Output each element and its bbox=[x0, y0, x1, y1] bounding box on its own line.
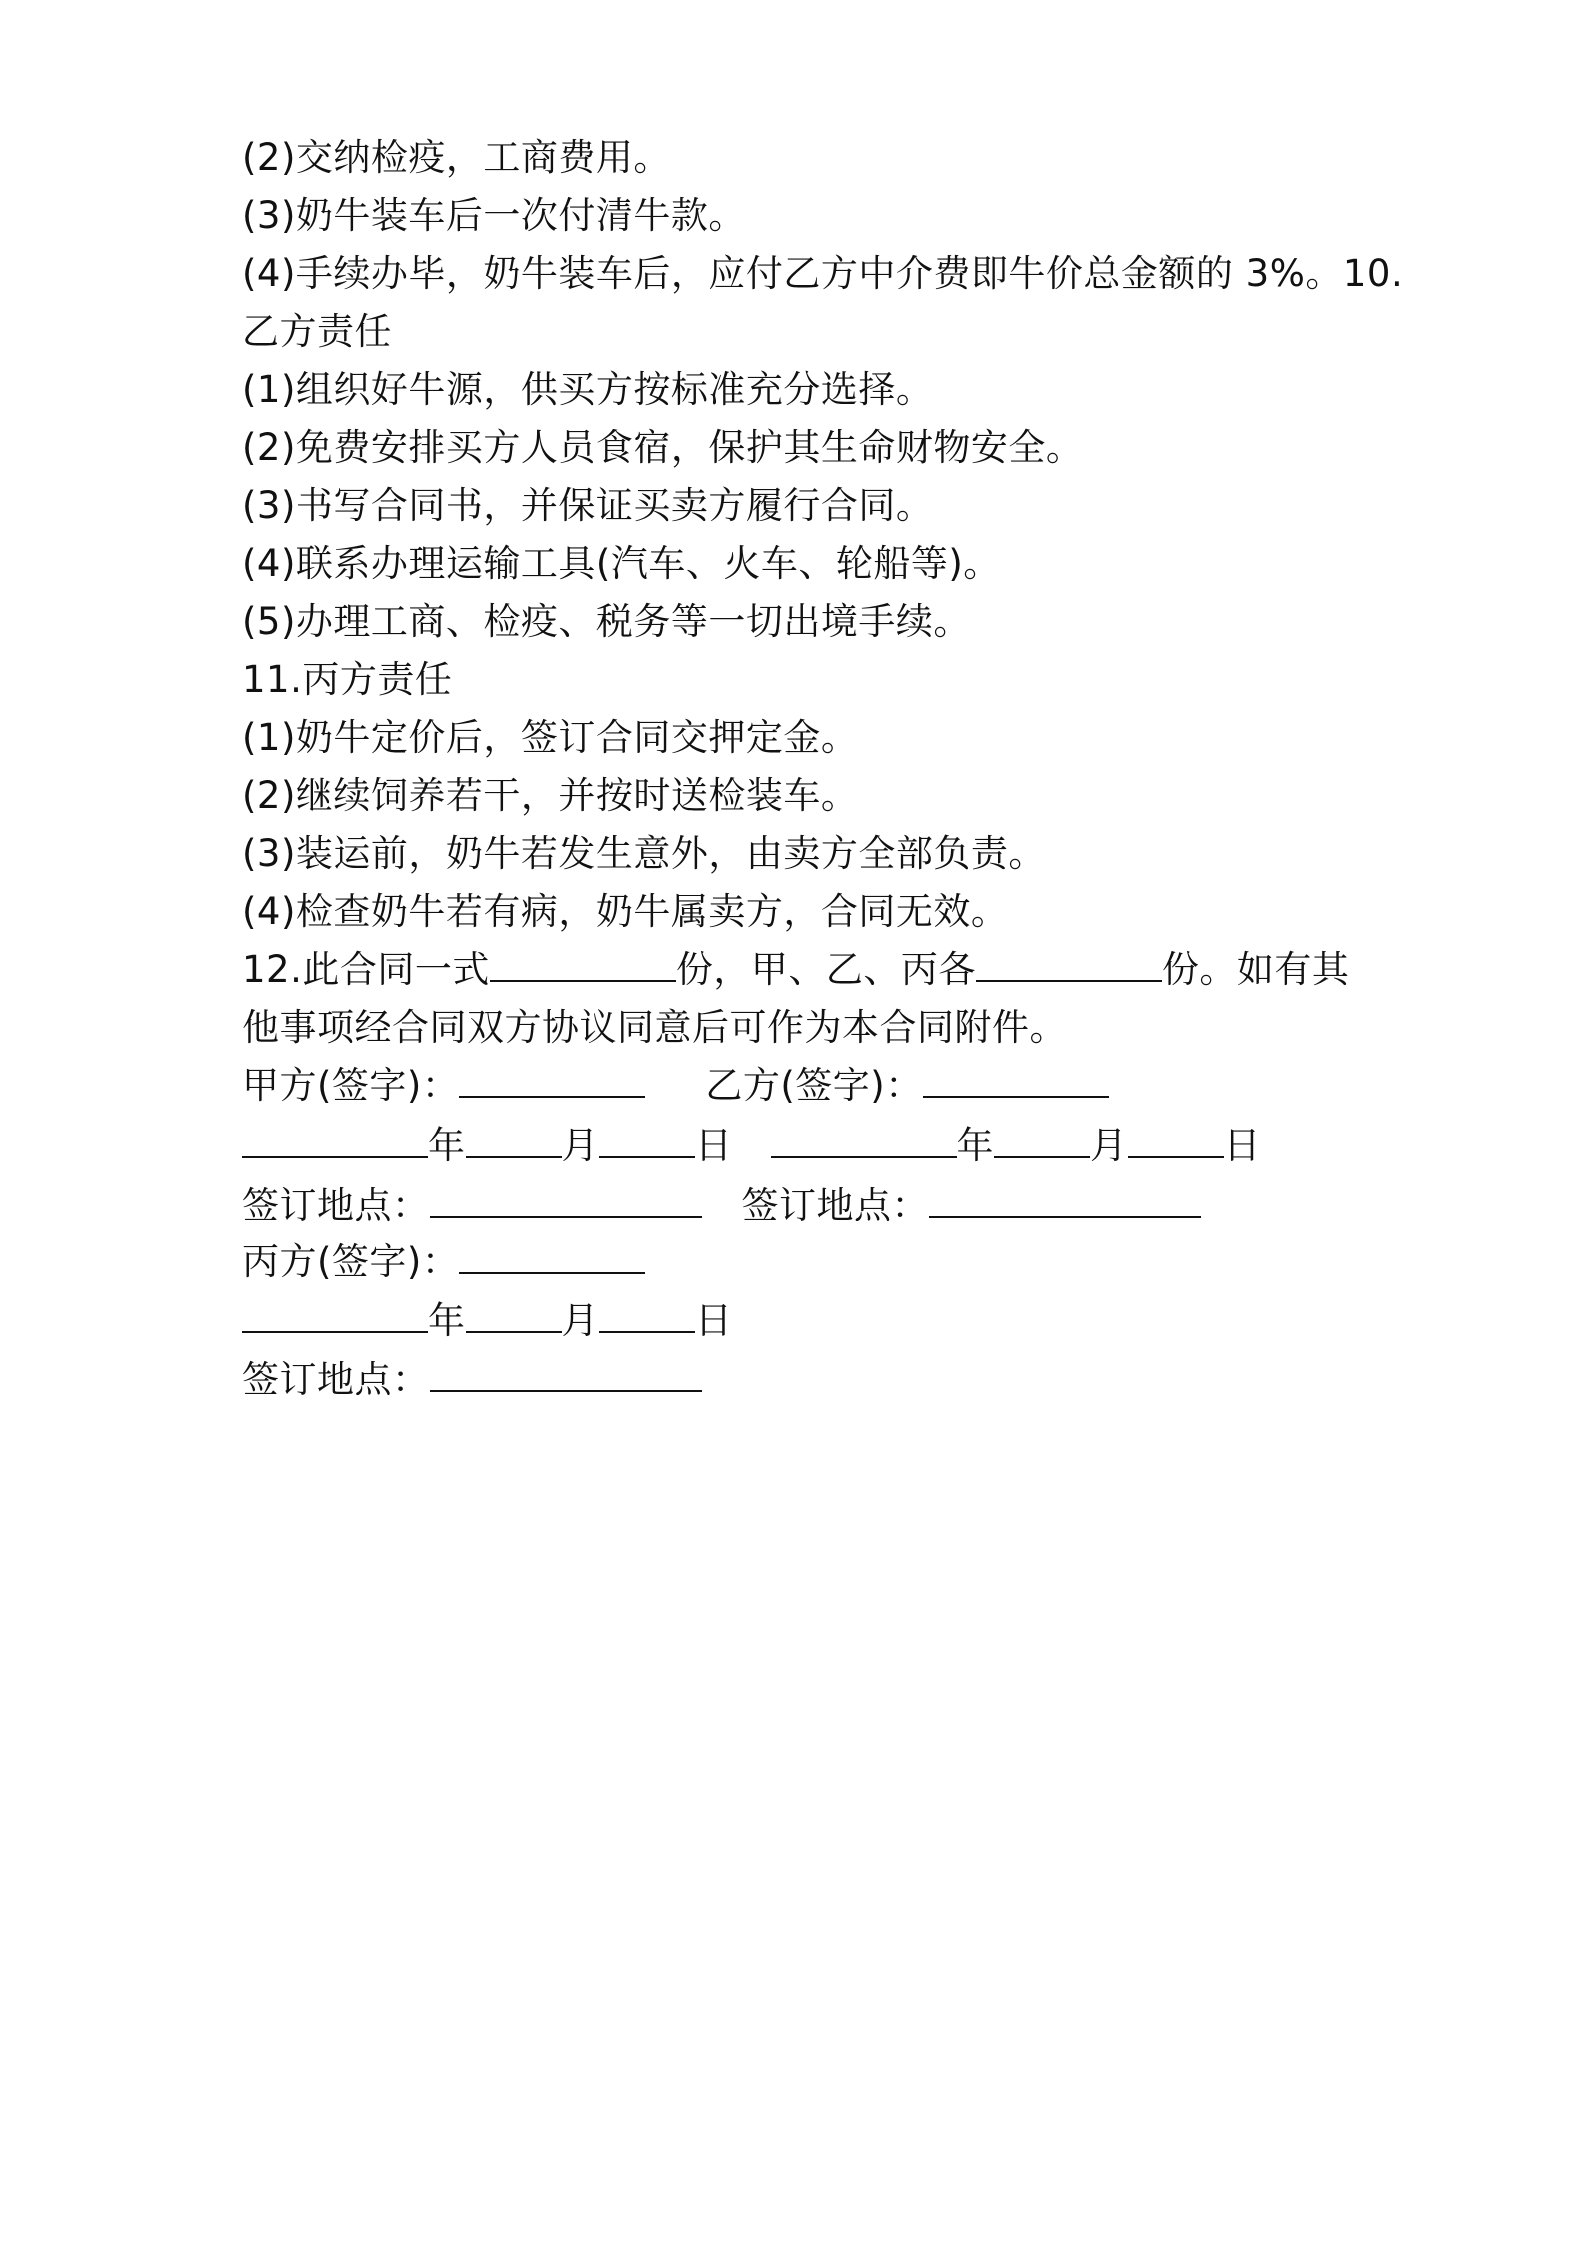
clause-12-line-1 bbox=[242, 945, 1349, 995]
clause-12-text-part1: 12.此合同一式 bbox=[242, 948, 490, 991]
clause-12-text-part2: 份，甲、乙、丙各 bbox=[675, 948, 976, 991]
party-c-signature-blank[interactable] bbox=[459, 1240, 645, 1274]
party-c-year-blank[interactable] bbox=[242, 1299, 428, 1333]
party-c-day-blank[interactable] bbox=[599, 1299, 695, 1333]
party-c-date-row bbox=[242, 1296, 733, 1346]
clause-12-line-2: 他事项经合同双方协议同意后可作为本合同附件。 bbox=[242, 1006, 1067, 1049]
party-b-signature-blank[interactable] bbox=[923, 1064, 1109, 1098]
party-b-place-blank[interactable] bbox=[929, 1184, 1201, 1218]
month-label: 月 bbox=[1090, 1124, 1128, 1167]
clause-item-text: (4)联系办理运输工具(汽车、火车、轮船等)。 bbox=[242, 542, 1001, 585]
year-label: 年 bbox=[428, 1124, 466, 1167]
party-a-signature-label: 甲方(签字)： bbox=[242, 1064, 460, 1107]
party-a-b-signature-row bbox=[242, 1061, 1109, 1111]
day-label: 日 bbox=[695, 1124, 733, 1167]
year-label: 年 bbox=[956, 1124, 994, 1167]
party-c-signature-label: 丙方(签字)： bbox=[242, 1240, 460, 1283]
party-c-signature-row bbox=[242, 1237, 645, 1287]
party-b-signature-label: 乙方(签字)： bbox=[705, 1064, 923, 1107]
clause-item-text: (1)组织好牛源，供买方按标准充分选择。 bbox=[242, 368, 934, 411]
party-c-place-label: 签订地点： bbox=[242, 1358, 430, 1401]
clause-item-text: (2)交纳检疫，工商费用。 bbox=[242, 136, 671, 179]
year-label: 年 bbox=[428, 1299, 466, 1342]
party-a-place-label: 签订地点： bbox=[242, 1184, 430, 1227]
party-b-place-label: 签订地点： bbox=[741, 1184, 929, 1227]
day-label: 日 bbox=[1223, 1124, 1261, 1167]
month-label: 月 bbox=[561, 1299, 599, 1342]
party-a-place-blank[interactable] bbox=[430, 1184, 702, 1218]
party-b-day-blank[interactable] bbox=[1128, 1124, 1224, 1158]
copies-total-blank[interactable] bbox=[490, 948, 676, 982]
party-a-month-blank[interactable] bbox=[466, 1124, 562, 1158]
month-label: 月 bbox=[561, 1124, 599, 1167]
clause-item-text: (3)奶牛装车后一次付清牛款。 bbox=[242, 194, 746, 237]
clause-item-text: (5)办理工商、检疫、税务等一切出境手续。 bbox=[242, 600, 971, 643]
clause-item-text: (2)继续饲养若干，并按时送检装车。 bbox=[242, 774, 859, 817]
party-b-month-blank[interactable] bbox=[994, 1124, 1090, 1158]
clause-item-text: (4)手续办毕，奶牛装车后，应付乙方中介费即牛价总金额的 3%。10. bbox=[242, 252, 1404, 295]
party-c-place-row bbox=[242, 1355, 702, 1405]
clause-item-text: (3)书写合同书，并保证买卖方履行合同。 bbox=[242, 484, 934, 527]
party-b-year-blank[interactable] bbox=[771, 1124, 957, 1158]
party-c-place-blank[interactable] bbox=[430, 1358, 702, 1392]
copies-each-blank[interactable] bbox=[976, 948, 1162, 982]
clause-item-text: (3)装运前，奶牛若发生意外，由卖方全部负责。 bbox=[242, 832, 1046, 875]
section-heading: 乙方责任 bbox=[242, 310, 392, 353]
party-a-b-place-row bbox=[242, 1181, 1201, 1231]
party-c-month-blank[interactable] bbox=[466, 1299, 562, 1333]
day-label: 日 bbox=[695, 1299, 733, 1342]
clause-item-text: (4)检查奶牛若有病，奶牛属卖方，合同无效。 bbox=[242, 890, 1009, 933]
party-a-b-date-row bbox=[242, 1121, 1261, 1171]
party-a-year-blank[interactable] bbox=[242, 1124, 428, 1158]
party-a-day-blank[interactable] bbox=[599, 1124, 695, 1158]
clause-item-text: (2)免费安排买方人员食宿，保护其生命财物安全。 bbox=[242, 426, 1084, 469]
section-heading: 11.丙方责任 bbox=[242, 658, 453, 701]
clause-item-text: (1)奶牛定价后，签订合同交押定金。 bbox=[242, 716, 859, 759]
clause-12-text-part3: 份。如有其 bbox=[1161, 948, 1350, 991]
party-a-signature-blank[interactable] bbox=[459, 1064, 645, 1098]
